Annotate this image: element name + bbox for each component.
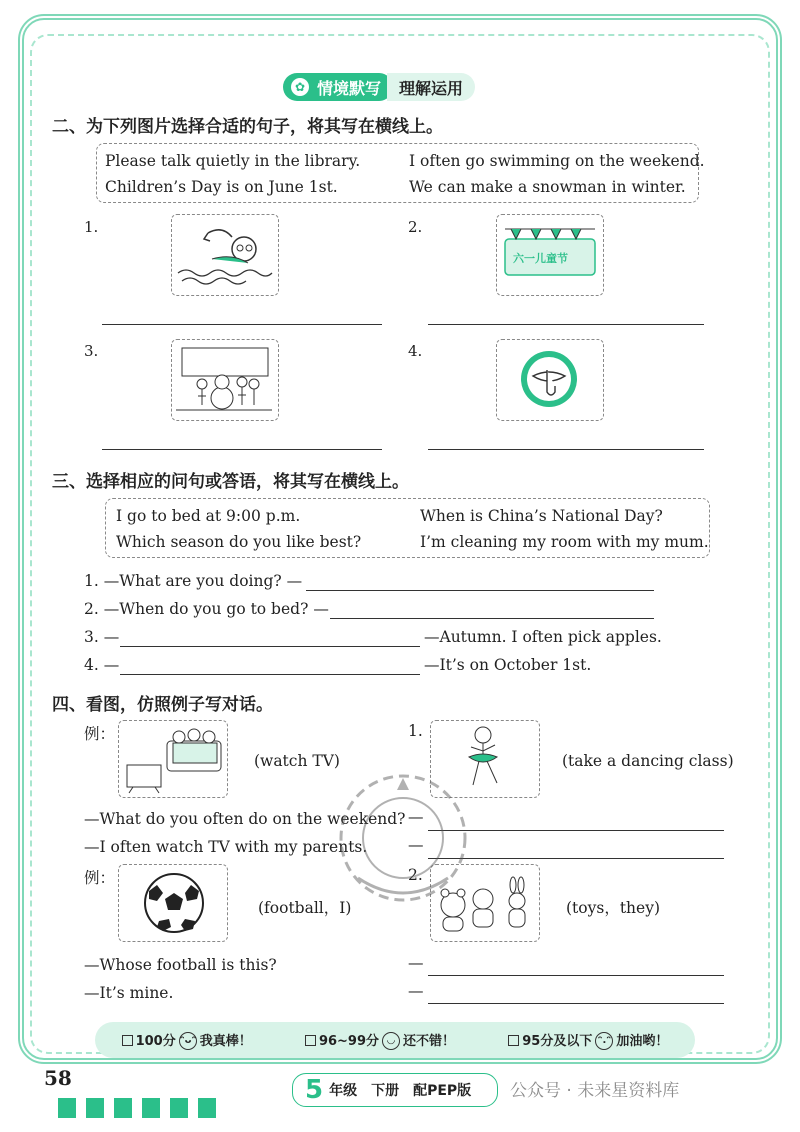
cheer-face-icon: ᵔ.ᵔ: [595, 1032, 613, 1050]
football-illustration: [119, 865, 226, 940]
answer-line-3[interactable]: [102, 449, 382, 450]
option-text: We can make a snowman in winter.: [409, 178, 686, 196]
checkbox-icon[interactable]: [122, 1035, 133, 1046]
answer-line-1[interactable]: [102, 324, 382, 325]
answer-line-s3-2[interactable]: [330, 618, 654, 619]
section4-title: 四、看图，仿照例子写对话。: [52, 695, 273, 715]
item-number: 4.: [408, 342, 423, 360]
example1-answer: —I often watch TV with my parents.: [84, 838, 368, 856]
answer-line-s4-2b[interactable]: [428, 1003, 724, 1004]
option-text: When is China’s National Day?: [420, 507, 663, 525]
badge-label: 情境默写: [317, 78, 382, 98]
banner-illustration: [497, 215, 602, 294]
option-text: Children’s Day is on June 1st.: [105, 178, 338, 196]
dialog-line-4-answer: —It’s on October 1st.: [424, 656, 592, 674]
example2-answer: —It’s mine.: [84, 984, 174, 1002]
item-number: 2.: [408, 218, 423, 236]
smile-face-icon: ◡: [382, 1032, 400, 1050]
snowman-illustration: [172, 340, 277, 419]
swimming-picture: [171, 214, 279, 296]
score-option[interactable]: 96~99分 ◡ 还不错！: [305, 1030, 455, 1051]
quiet-picture: [496, 339, 604, 421]
option-text: Please talk quietly in the library.: [105, 152, 361, 170]
option-text: I often go swimming on the weekend.: [409, 152, 705, 170]
checkbox-icon[interactable]: [508, 1035, 519, 1046]
quiet-sign-illustration: [497, 340, 602, 419]
watermark-stamp: [318, 738, 488, 938]
dialog-line-3-answer: —Autumn. I often pick apples.: [424, 628, 662, 646]
banner-text: 六一儿童节: [513, 252, 568, 265]
item-number: 1.: [408, 722, 423, 740]
answer-line-s3-4[interactable]: [120, 674, 420, 675]
score-option[interactable]: 95分及以下 ᵔ.ᵔ 加油哟！: [508, 1030, 668, 1051]
score-option[interactable]: 100分 ᵔᴗᵔ 我真棒！: [122, 1030, 252, 1051]
answer-line-4[interactable]: [428, 449, 704, 450]
option-text: Which season do you like best?: [116, 533, 362, 551]
example2-hint: (football，I): [258, 899, 352, 917]
item1-hint: (take a dancing class): [562, 752, 734, 770]
option-text: I go to bed at 9:00 p.m.: [116, 507, 301, 525]
answer-line-s3-3[interactable]: [120, 646, 420, 647]
example1-hint: (watch TV): [254, 752, 340, 770]
flower-icon: ✿: [291, 78, 309, 96]
item-number: 2.: [408, 866, 423, 884]
example2-question: —Whose football is this?: [84, 956, 277, 974]
snowman-picture: [171, 339, 279, 421]
dialog-line-3-prompt: 3. —: [84, 628, 120, 646]
grade-word: 年级: [329, 1083, 358, 1099]
answer-line-s4-2a[interactable]: [428, 975, 724, 976]
item2-hint: (toys，they): [566, 899, 661, 917]
watch-tv-picture: [118, 720, 228, 798]
section3-option-box: [105, 498, 710, 558]
volume-label: 下册: [371, 1083, 400, 1099]
answer-line-s3-1[interactable]: [306, 590, 654, 591]
family-tv-illustration: [119, 721, 226, 796]
footer-stripes: [58, 1098, 226, 1118]
example-label: 例：: [84, 869, 116, 887]
badge-pill: [283, 73, 393, 101]
section2-title: 二、为下列图片选择合适的句子，将其写在横线上。: [52, 117, 443, 137]
happy-face-icon: ᵔᴗᵔ: [179, 1032, 197, 1050]
dialog-line-2-prompt: 2. —When do you go to bed? —: [84, 600, 329, 618]
answer-line-2[interactable]: [428, 324, 704, 325]
football-picture: [118, 864, 228, 942]
section3-title: 三、选择相应的问句或答语，将其写在横线上。: [52, 472, 409, 492]
item-number: 1.: [84, 218, 99, 236]
edition-label: 配PEP版: [413, 1083, 472, 1099]
grade-number: 5: [305, 1075, 324, 1105]
dialog-line-4-prompt: 4. —: [84, 656, 120, 674]
checkbox-icon[interactable]: [305, 1035, 316, 1046]
dash: —: [408, 954, 424, 972]
page-number: 58: [44, 1066, 72, 1090]
dash: —: [408, 982, 424, 1000]
section2-option-box: [96, 143, 705, 203]
dash: —: [408, 836, 424, 854]
childrens-day-picture: [496, 214, 604, 296]
swimmer-illustration: [172, 215, 277, 294]
dash: —: [408, 808, 424, 826]
example-label: 例：: [84, 725, 116, 743]
footer-watermark: 公众号 · 未来星资料库: [510, 1081, 680, 1101]
grade-label: [292, 1073, 498, 1107]
self-assessment-bar: [95, 1022, 695, 1058]
item-number: 3.: [84, 342, 99, 360]
example1-question: —What do you often do on the weekend?: [84, 810, 406, 828]
badge-subtitle: 理解运用: [387, 73, 475, 101]
option-text: I’m cleaning my room with my mum.: [420, 533, 709, 551]
section-header-badge: [283, 73, 475, 101]
dialog-line-1-prompt: 1. —What are you doing? —: [84, 572, 303, 590]
